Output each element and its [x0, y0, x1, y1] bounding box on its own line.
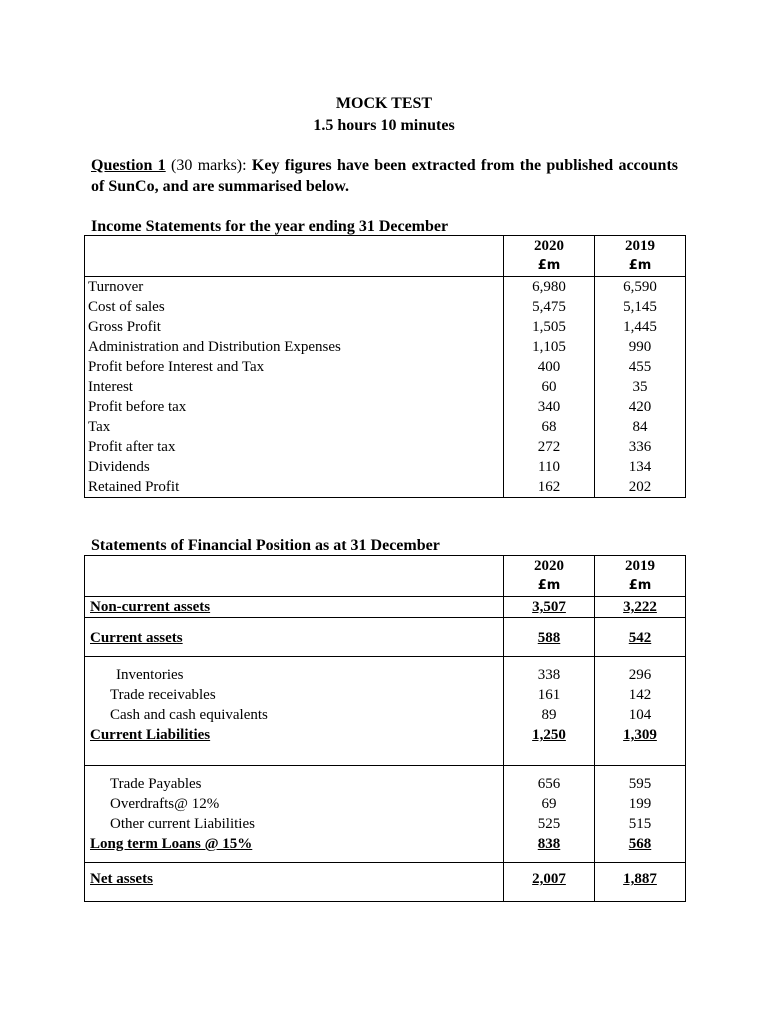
- fp-net-assets-2020: 2,007: [532, 871, 566, 887]
- income-row-label: Interest: [88, 379, 133, 395]
- fp-trade-payables-2019: 595: [628, 776, 652, 792]
- income-row-label: Dividends: [88, 459, 150, 475]
- fp-net-assets-2019: 1,887: [623, 871, 657, 887]
- income-row-value-2019: 84: [632, 419, 648, 435]
- fp-other-liabilities-label: Other current Liabilities: [110, 816, 255, 832]
- income-row-value-2020: 272: [537, 439, 561, 455]
- income-unit-2019: £m: [628, 258, 652, 273]
- income-row-value-2019: 455: [628, 359, 652, 375]
- fp-long-term-loans-label: Long term Loans @ 15%: [90, 836, 253, 852]
- question-label: Question 1: [91, 157, 166, 174]
- income-row-label: Turnover: [88, 279, 144, 295]
- income-row-value-2019: 134: [628, 459, 652, 475]
- fp-cash-label: Cash and cash equivalents: [110, 707, 268, 723]
- income-row-label: Profit before tax: [88, 399, 187, 415]
- fp-non-current-assets-2019: 3,222: [623, 599, 657, 615]
- income-row-value-2019: 1,445: [623, 319, 657, 335]
- fp-current-assets-label: Current assets: [90, 630, 183, 646]
- income-row-value-2020: 68: [541, 419, 557, 435]
- income-row-label: Retained Profit: [88, 479, 180, 495]
- fp-overdrafts-label: Overdrafts@ 12%: [110, 796, 220, 812]
- income-row-label: Tax: [88, 419, 111, 435]
- fp-non-current-assets-2020: 3,507: [532, 599, 566, 615]
- fp-current-assets-row: [85, 618, 686, 657]
- income-row-value-2019: 5,145: [623, 299, 657, 315]
- income-row-value-2020: 110: [538, 459, 560, 475]
- fp-non-current-assets-row: [85, 597, 686, 618]
- fp-assets-liabilities-row: [85, 657, 686, 766]
- fp-inventories-label: Inventories: [116, 667, 184, 683]
- fp-long-term-loans-2020: 838: [537, 836, 561, 852]
- fp-trade-receivables-2020: 161: [537, 687, 561, 703]
- financial-position-title: Statements of Financial Position as at 31 December: [91, 537, 440, 554]
- fp-inventories-2020: 338: [537, 667, 561, 683]
- income-row-value-2020: 5,475: [532, 299, 566, 315]
- fp-trade-receivables-2019: 142: [628, 687, 652, 703]
- income-row-value-2019: 336: [628, 439, 652, 455]
- fp-liabilities-loans-row: [85, 766, 686, 863]
- fp-header-row: [85, 556, 686, 597]
- income-row-label: Profit before Interest and Tax: [88, 359, 265, 375]
- income-row-value-2020: 1,105: [532, 339, 566, 355]
- income-statement-title: Income Statements for the year ending 31 December: [91, 218, 449, 235]
- income-year-2020: 2020: [534, 238, 564, 254]
- fp-current-liabilities-label: Current Liabilities: [90, 727, 211, 743]
- fp-current-assets-2020: 588: [537, 630, 561, 646]
- question-marks: (30 marks):: [171, 157, 247, 174]
- fp-trade-payables-label: Trade Payables: [110, 776, 202, 792]
- fp-other-liabilities-2019: 515: [628, 816, 652, 832]
- income-labels: [85, 277, 503, 497]
- exam-duration: 1.5 hours 10 minutes: [313, 117, 455, 134]
- fp-cash-2020: 89: [541, 707, 557, 723]
- fp-overdrafts-2019: 199: [628, 796, 652, 812]
- income-row-value-2019: 990: [628, 339, 652, 355]
- income-row-label: Cost of sales: [88, 299, 165, 315]
- fp-long-term-loans-2019: 568: [628, 836, 652, 852]
- income-row-value-2020: 340: [537, 399, 561, 415]
- income-row-value-2020: 162: [537, 479, 561, 495]
- document-title: MOCK TEST: [335, 95, 433, 112]
- fp-net-assets-row: [85, 863, 686, 902]
- fp-net-assets-label: Net assets: [90, 871, 153, 887]
- fp-overdrafts-2020: 69: [541, 796, 557, 812]
- income-row-label: Administration and Distribution Expenses: [88, 339, 341, 355]
- income-row-value-2020: 400: [537, 359, 561, 375]
- fp-non-current-assets-label: Non-current assets: [90, 599, 211, 615]
- income-values-2019: [595, 277, 685, 497]
- income-header-row: [85, 236, 686, 277]
- income-year-2019: 2019: [625, 238, 655, 254]
- fp-current-liabilities-2020: 1,250: [532, 727, 566, 743]
- income-row-value-2019: 202: [628, 479, 652, 495]
- income-row-value-2020: 6,980: [532, 279, 566, 295]
- financial-position-table: [84, 555, 686, 902]
- fp-cash-2019: 104: [628, 707, 652, 723]
- income-row-label: Profit after tax: [88, 439, 176, 455]
- fp-unit-2020: £m: [537, 578, 561, 593]
- income-row-value-2020: 1,505: [532, 319, 566, 335]
- fp-inventories-2019: 296: [628, 667, 652, 683]
- fp-unit-2019: £m: [628, 578, 652, 593]
- income-unit-2020: £m: [537, 258, 561, 273]
- income-row-value-2019: 420: [628, 399, 652, 415]
- income-statement-table: [84, 235, 686, 498]
- income-values-2020: [504, 277, 594, 497]
- fp-current-assets-2019: 542: [628, 630, 652, 646]
- fp-current-liabilities-2019: 1,309: [623, 727, 657, 743]
- income-row-label: Gross Profit: [88, 319, 161, 335]
- fp-trade-payables-2020: 656: [537, 776, 561, 792]
- fp-trade-receivables-label: Trade receivables: [110, 687, 216, 703]
- fp-year-2019: 2019: [625, 558, 655, 574]
- question-text: Key figures have been extracted from the published accounts of SunCo, and are summarised below.: [91, 157, 679, 195]
- income-row-value-2020: 60: [541, 379, 557, 395]
- income-row-value-2019: 35: [632, 379, 648, 395]
- question-intro: [91, 155, 678, 197]
- income-body-row: [85, 277, 686, 498]
- income-row-value-2019: 6,590: [623, 279, 657, 295]
- fp-year-2020: 2020: [534, 558, 564, 574]
- fp-other-liabilities-2020: 525: [537, 816, 561, 832]
